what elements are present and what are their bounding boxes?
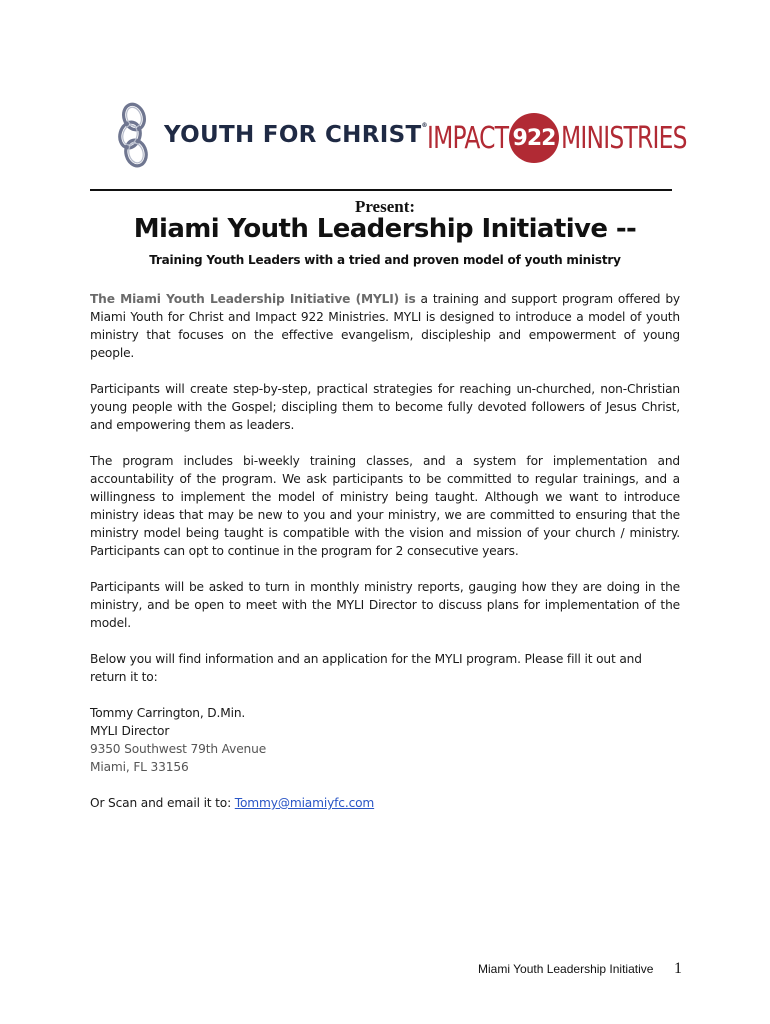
header-divider — [90, 189, 672, 191]
contact-name: Tommy Carrington, D.Min. — [90, 706, 246, 720]
intro-rest: a training and support program offered by Miami Youth for Christ and Impact 922 Ministries. MYLI is designed to introduce a model of youth ministry that focuses on the effective evangelism, discipleship and empowerment of young people. — [90, 292, 680, 360]
ministries-wordmark: MINISTRIES — [561, 120, 687, 156]
contact-address — [90, 704, 680, 776]
page-title: Miami Youth Leadership Initiative -- — [133, 214, 637, 244]
impact-922-badge: 922 — [509, 113, 559, 163]
scan-email-line — [90, 794, 680, 812]
contact-role: MYLI Director — [90, 724, 170, 738]
footer-label: Miami Youth Leadership Initiative — [478, 962, 654, 976]
impact-wordmark: IMPACT — [427, 120, 509, 156]
paragraph-reports: Participants will be asked to turn in monthly ministry reports, gauging how they are doing in the ministry, and be open to meet with the MYLI Director to discuss plans for implementation of the model. — [90, 580, 680, 630]
yfc-wordmark: YOUTH FOR CHRIST® — [164, 122, 428, 148]
impact-922-logo — [427, 110, 711, 166]
paragraph-application: Below you will find information and an application for the MYLI program. Please fill it out and return it to: — [90, 652, 642, 684]
paragraph-intro — [90, 290, 680, 362]
email-link[interactable]: Tommy@miamiyfc.com — [234, 796, 375, 810]
document-body — [90, 290, 680, 830]
intro-lead: The Miami Youth Leadership Initiative (MYLI) is — [90, 292, 416, 306]
chain-links-icon — [112, 102, 156, 168]
paragraph-strategies: Participants will create step-by-step, practical strategies for reaching un-churched, non-Christian young people with the Gospel; discipling them to become fully devoted followers of Jesus Christ, and empowering them as leaders. — [90, 382, 680, 432]
page-number: 1 — [674, 960, 682, 977]
paragraph-program: The program includes bi-weekly training classes, and a system for implementation and accountability of the program. We ask participants to be committed to regular trainings, and a willingness to implement the model of ministry being taught. Although we want to introduce ministry ideas that may be new to you and your ministry, we are committed to ensuring that the ministry model being taught is compatible with the vision and mission of your church / ministry. Participants can opt to continue in the program for 2 consecutive years. — [90, 454, 680, 558]
logo-row — [112, 96, 687, 176]
youth-for-christ-logo — [112, 100, 428, 170]
contact-city: Miami, FL 33156 — [90, 760, 189, 774]
page-subtitle: Training Youth Leaders with a tried and proven model of youth ministry — [149, 253, 621, 267]
scan-email-prefix: Or Scan and email it to: — [90, 796, 235, 810]
contact-street: 9350 Southwest 79th Avenue — [90, 742, 267, 756]
present-label: Present: — [354, 197, 416, 216]
